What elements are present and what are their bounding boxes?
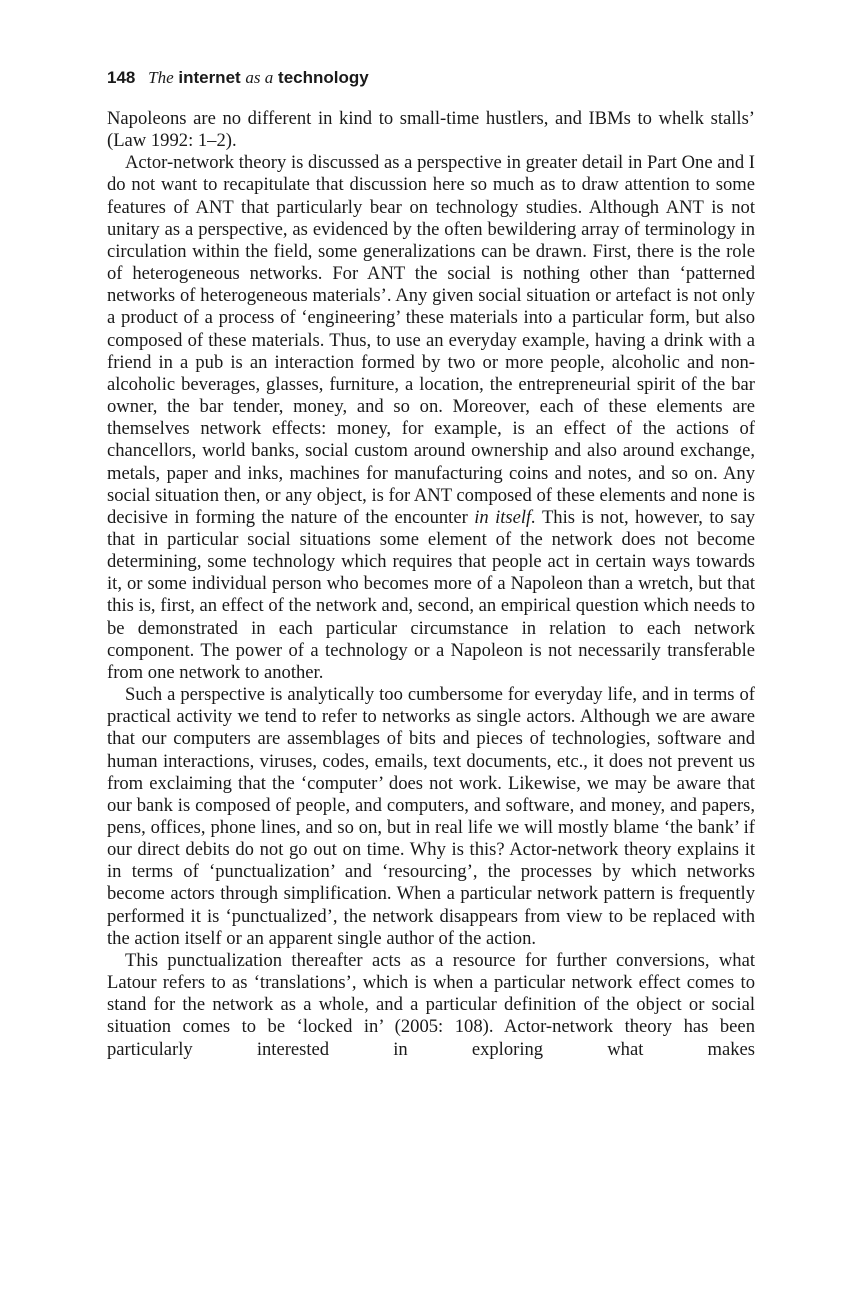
paragraph-2: [107, 152, 755, 684]
paragraph-text: Actor-network theory is discussed as a perspective in greater detail in Part One and I do not want to recapitulate that discussion here so much as to draw attention to some features of ANT that particularly bear on technology studies. Although ANT is not unitary as a perspective, as evidenced by the often bewildering array of terminology in circulation within the field, some generalizations can be drawn. First, there is the role of heterogeneous networks. For ANT the social is nothing other than ‘patterned networks of heterogeneous materials’. Any given social situation or artefact is not only a product of a process of ‘engineering’ these materials into a particular form, but also composed of these materials. Thus, to use an everyday example, having a drink with a friend in a pub is an interaction formed by two or more people, alcoholic and non-alcoholic beverages, glasses, furniture, a location, the entrepreneurial spirit of the bar owner, the bar tender, money, and so on. Moreover, each of these elements are themselves network effects: money, for example, is an effect of the actions of chancellors, world banks, social custom around ownership and also around exchange, metals, paper and inks, machines for manufacturing coins and notes, and so on. Any social situation then, or any object, is for ANT composed of these elements and none is decisive in forming the nature of the encounter: [107, 152, 755, 528]
body-text: [107, 108, 755, 1061]
paragraph-text: Napoleons are no different in kind to small-time hustlers, and IBMs to whelk stalls’ (Law 1992: 1–2).: [107, 108, 755, 152]
running-header: [107, 66, 755, 90]
paragraph-text: This punctualization thereafter acts as a resource for further conversions, what Latour refers to as ‘translations’, which is when a particular network effect comes to stand for the network as a whole, and a particular definition of the object or social situation comes to be ‘locked in’ (2005: 108). Actor-network theory has been particularly interested in exploring what makes: [107, 949, 755, 1060]
header-title-internet: internet: [178, 68, 241, 87]
paragraph-italic-phrase: in itself.: [474, 506, 536, 528]
book-page: [107, 66, 755, 1061]
paragraph-text: This is not, however, to say that in particular social situations some element of the network does not become determining, some technology which requires that people act in certain ways towards it, or some individual person who becomes more of a Napoleon than a wretch, but that this is, first, an effect of the network and, second, an empirical question which needs to be demonstrated in each particular circumstance in relation to each network component. The power of a technology or a Napoleon is not necessarily transferable from one network to another.: [107, 506, 755, 683]
paragraph-3: [107, 684, 755, 950]
page-number: 148: [107, 68, 136, 87]
header-title-technology: technology: [278, 68, 369, 87]
header-title-italic-as-a: as a: [245, 68, 274, 87]
paragraph-4: [107, 950, 755, 1061]
paragraph-1: [107, 108, 755, 152]
header-title-italic-the: The: [148, 68, 174, 87]
paragraph-text: Such a perspective is analytically too cumbersome for everyday life, and in terms of practical activity we tend to refer to networks as single actors. Although we are aware that our computers are assemblages of bits and pieces of technologies, software and human interactions, viruses, codes, emails, text documents, etc., it does not prevent us from exclaiming that the ‘computer’ does not work. Likewise, we may be aware that our bank is composed of people, and computers, and software, and money, and papers, pens, offices, phone lines, and so on, but in real life we will mostly blame ‘the bank’ if our direct debits do not go out on time. Why is this? Actor-network theory explains it in terms of ‘punctualization’ and ‘resourcing’, the processes by which networks become actors through simplification. When a particular network pattern is frequently performed it is ‘punctualized’, the network disappears from view to be replaced with the action itself or an apparent single author of the action.: [107, 684, 755, 949]
